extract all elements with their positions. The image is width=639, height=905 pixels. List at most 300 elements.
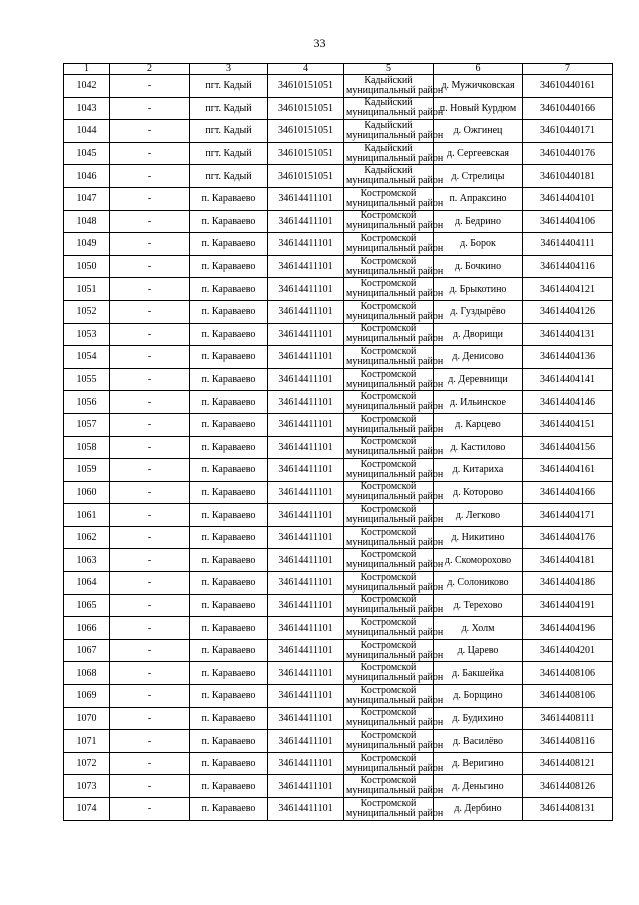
district-cell [344,187,444,210]
district-type: муниципальный район [346,129,444,141]
settlement-cell: п. Караваево [190,233,268,256]
row-number: 1063 [64,549,110,572]
district-cell [344,74,444,98]
district-name: Костромской [360,458,417,470]
settlement-code-cell: 34614411101 [268,413,344,436]
district-type: муниципальный район [346,265,444,277]
locality-cell: д. Холм [434,617,523,640]
empty-mark: - [110,391,190,414]
district-cell [344,119,444,143]
settlement-code-cell: 34614411101 [268,775,344,798]
settlement-code-cell: 34614411101 [268,278,344,301]
settlement-cell: пгт. Кадый [190,120,268,143]
table-row [64,391,613,414]
empty-mark: - [110,210,190,233]
district-cell [344,752,444,775]
row-number: 1064 [64,572,110,595]
district-name: Костромской [360,436,417,448]
district-cell [344,391,444,414]
district-type: муниципальный район [346,152,444,164]
table-row [64,323,613,346]
district-name: Костромской [360,278,417,290]
settlement-code-cell: 34614411101 [268,685,344,708]
district-type: муниципальный район [346,785,444,797]
district-name: Костромской [360,300,417,312]
empty-mark: - [110,639,190,662]
district-cell [344,345,444,369]
oktmo-cell: 34614404171 [523,504,613,527]
oktmo-cell: 34614408106 [523,685,613,708]
district-name: Костромской [360,617,417,629]
settlement-code-cell: 34610151051 [268,142,344,165]
settlement-cell: п. Караваево [190,368,268,391]
locality-cell: д. Ильинское [434,391,523,414]
locality-cell: д. Царево [434,639,523,662]
district-cell [344,617,444,640]
locality-cell: д. Кастилово [434,436,523,459]
oktmo-cell: 34614404121 [523,278,613,301]
district-cell [344,97,444,120]
row-number: 1043 [64,97,110,120]
district-type: муниципальный район [346,242,444,254]
row-number: 1052 [64,300,110,323]
empty-mark: - [110,549,190,572]
locality-cell: д. Веригино [434,752,523,775]
district-type: муниципальный район [346,717,444,729]
locality-cell: д. Карцево [434,413,523,436]
settlement-code-cell: 34614411101 [268,639,344,662]
oktmo-cell: 34614408131 [523,798,613,821]
district-name: Костромской [360,752,417,764]
district-name: Костромской [360,504,417,516]
settlement-code-cell: 34614411101 [268,594,344,617]
oktmo-cell: 34614404116 [523,255,613,278]
district-cell [344,142,444,165]
settlement-code-cell: 34614411101 [268,752,344,775]
district-type: муниципальный район [346,514,444,526]
oktmo-cell: 34614404181 [523,549,613,572]
locality-cell: д. Борок [434,233,523,256]
settlement-code-cell: 34614411101 [268,233,344,256]
col-header-5: 5 [344,64,434,75]
district-type: муниципальный район [346,627,444,639]
settlement-cell: п. Караваево [190,391,268,414]
district-type: муниципальный район [346,694,444,706]
row-number: 1067 [64,639,110,662]
oktmo-cell: 34614404186 [523,572,613,595]
district-name: Костромской [360,775,417,787]
settlement-code-cell: 34614411101 [268,368,344,391]
district-cell [344,481,444,504]
district-type: муниципальный район [346,604,444,616]
oktmo-cell: 34614404106 [523,210,613,233]
district-cell [344,684,444,708]
settlement-code-cell: 34610151051 [268,97,344,120]
locality-cell: д. Которово [434,481,523,504]
settlement-cell: пгт. Кадый [190,165,268,188]
table-row [64,255,613,278]
row-number: 1054 [64,346,110,369]
settlement-code-cell: 34614411101 [268,549,344,572]
locality-cell: д. Стрелицы [434,165,523,188]
settlement-cell: п. Караваево [190,413,268,436]
row-number: 1073 [64,775,110,798]
locality-cell: д. Солониково [434,572,523,595]
empty-mark: - [110,707,190,730]
empty-mark: - [110,459,190,482]
district-type: муниципальный район [346,740,444,752]
locality-cell: д. Денисово [434,346,523,369]
district-name: Костромской [360,323,417,335]
col-header-2: 2 [110,64,190,75]
settlement-code-cell: 34614411101 [268,323,344,346]
empty-mark: - [110,323,190,346]
settlement-cell: п. Караваево [190,662,268,685]
empty-mark: - [110,594,190,617]
col-header-3: 3 [190,64,268,75]
empty-mark: - [110,572,190,595]
district-name: Кадыйский [364,119,413,131]
locality-cell: д. Китариха [434,459,523,482]
table-row [64,75,613,98]
settlement-code-cell: 34614411101 [268,504,344,527]
locality-cell: д. Скоморохово [434,549,523,572]
district-cell [344,775,444,798]
row-number: 1068 [64,662,110,685]
empty-mark: - [110,233,190,256]
empty-mark: - [110,300,190,323]
district-cell [344,549,444,572]
col-header-7: 7 [523,64,613,75]
locality-cell: д. Василёво [434,730,523,753]
district-cell [344,797,444,821]
district-type: муниципальный район [346,310,444,322]
district-cell [344,413,444,436]
district-cell [344,255,444,278]
district-name: Костромской [360,210,417,222]
district-type: муниципальный район [346,84,444,96]
col-header-6: 6 [434,64,523,75]
locality-cell: д. Борщино [434,685,523,708]
row-number: 1071 [64,730,110,753]
empty-mark: - [110,165,190,188]
oktmo-cell: 34610440166 [523,97,613,120]
district-name: Костромской [360,232,417,244]
district-cell [344,165,444,188]
settlement-code-cell: 34610151051 [268,75,344,98]
settlement-code-cell: 34614411101 [268,210,344,233]
empty-mark: - [110,752,190,775]
settlement-cell: п. Караваево [190,436,268,459]
table-row [64,752,613,775]
district-type: муниципальный район [346,220,444,232]
district-name: Костромской [360,368,417,380]
row-number: 1042 [64,75,110,98]
settlement-cell: п. Караваево [190,775,268,798]
district-cell [344,730,444,753]
district-type: муниципальный район [346,378,444,390]
settlement-code-cell: 34614411101 [268,798,344,821]
table-row [64,459,613,482]
settlement-code-cell: 34614411101 [268,481,344,504]
district-name: Кадыйский [364,142,413,154]
district-cell [344,368,444,391]
oktmo-cell: 34610440171 [523,120,613,143]
table-row [64,300,613,323]
district-type: муниципальный район [346,355,444,367]
oktmo-cell: 34614408121 [523,752,613,775]
row-number: 1062 [64,526,110,549]
district-type: муниципальный район [346,288,444,300]
row-number: 1055 [64,368,110,391]
row-number: 1057 [64,413,110,436]
locality-cell: д. Брыкотино [434,278,523,301]
table-row [64,481,613,504]
row-number: 1060 [64,481,110,504]
district-name: Костромской [360,526,417,538]
table-row [64,730,613,753]
settlement-cell: п. Караваево [190,187,268,210]
locality-cell: д. Деньгино [434,775,523,798]
settlement-code-cell: 34614411101 [268,526,344,549]
table-row [64,526,613,549]
district-type: муниципальный район [346,401,444,413]
settlement-cell: п. Караваево [190,300,268,323]
row-number: 1051 [64,278,110,301]
district-name: Кадыйский [364,165,413,177]
row-number: 1049 [64,233,110,256]
empty-mark: - [110,97,190,120]
district-type: муниципальный район [346,175,444,187]
district-type: муниципальный район [346,581,444,593]
empty-mark: - [110,775,190,798]
empty-mark: - [110,142,190,165]
settlement-cell: п. Караваево [190,481,268,504]
settlement-cell: пгт. Кадый [190,142,268,165]
empty-mark: - [110,504,190,527]
oktmo-cell: 34614404111 [523,233,613,256]
table-row [64,662,613,685]
district-cell [344,458,444,482]
settlement-cell: п. Караваево [190,255,268,278]
locality-cell: д. Дербино [434,798,523,821]
district-name: Костромской [360,707,417,719]
district-type: муниципальный район [346,468,444,480]
table-row [64,549,613,572]
district-name: Костромской [360,255,417,267]
row-number: 1059 [64,459,110,482]
district-type: муниципальный район [346,672,444,684]
district-cell [344,594,444,617]
settlement-code-cell: 34614411101 [268,459,344,482]
empty-mark: - [110,436,190,459]
district-type: муниципальный район [346,491,444,503]
empty-mark: - [110,120,190,143]
district-name: Костромской [360,391,417,403]
settlement-cell: п. Караваево [190,459,268,482]
empty-mark: - [110,617,190,640]
oktmo-cell: 34614404146 [523,391,613,414]
district-name: Костромской [360,481,417,493]
settlement-code-cell: 34610151051 [268,120,344,143]
oktmo-cell: 34614404156 [523,436,613,459]
district-cell [344,232,444,256]
table-row [64,413,613,436]
table-row [64,617,613,640]
table-row [64,775,613,798]
oktmo-cell: 34614404136 [523,346,613,369]
oktmo-cell: 34614404151 [523,413,613,436]
settlement-code-cell: 34614411101 [268,436,344,459]
locality-cell: д. Бакшейка [434,662,523,685]
empty-mark: - [110,255,190,278]
table-body [64,75,613,821]
table-row [64,798,613,821]
district-cell [344,300,444,323]
oktmo-cell: 34614404131 [523,323,613,346]
district-name: Костромской [360,730,417,742]
table-row [64,572,613,595]
table-row [64,504,613,527]
empty-mark: - [110,187,190,210]
row-number: 1050 [64,255,110,278]
locality-cell: д. Бедрино [434,210,523,233]
settlement-cell: п. Караваево [190,798,268,821]
oktmo-cell: 34614404201 [523,639,613,662]
settlement-cell: п. Караваево [190,707,268,730]
row-number: 1053 [64,323,110,346]
table-row [64,165,613,188]
oktmo-cell: 34614404126 [523,300,613,323]
settlement-cell: п. Караваево [190,526,268,549]
empty-mark: - [110,278,190,301]
empty-mark: - [110,798,190,821]
table-row [64,639,613,662]
district-cell [344,323,444,346]
row-number: 1048 [64,210,110,233]
row-number: 1047 [64,187,110,210]
district-name: Костромской [360,345,417,357]
locality-cell: д. Легково [434,504,523,527]
oktmo-cell: 34614404176 [523,526,613,549]
district-name: Кадыйский [364,74,413,86]
settlement-cell: п. Караваево [190,549,268,572]
table-row [64,346,613,369]
settlement-cell: п. Караваево [190,594,268,617]
registry-table [63,63,613,821]
settlement-cell: пгт. Кадый [190,97,268,120]
oktmo-cell: 34614404101 [523,187,613,210]
district-type: муниципальный район [346,197,444,209]
locality-cell: д. Сергеевская [434,142,523,165]
oktmo-cell: 34614404166 [523,481,613,504]
settlement-cell: п. Караваево [190,323,268,346]
oktmo-cell: 34614408116 [523,730,613,753]
district-cell [344,278,444,301]
settlement-cell: п. Караваево [190,210,268,233]
oktmo-cell: 34614408106 [523,662,613,685]
table-row [64,210,613,233]
district-cell [344,504,444,527]
settlement-code-cell: 34614411101 [268,187,344,210]
settlement-code-cell: 34614411101 [268,572,344,595]
settlement-cell: п. Караваево [190,730,268,753]
district-type: муниципальный район [346,333,444,345]
settlement-cell: п. Караваево [190,752,268,775]
col-header-1: 1 [64,64,110,75]
table-row [64,142,613,165]
page-number: 33 [313,36,326,50]
settlement-code-cell: 34614411101 [268,730,344,753]
row-number: 1045 [64,142,110,165]
locality-cell: п. Апраксино [434,187,523,210]
settlement-cell: пгт. Кадый [190,75,268,98]
district-name: Костромской [360,594,417,606]
oktmo-cell: 34614404196 [523,617,613,640]
table-row [64,278,613,301]
locality-cell: д. Гуздырёво [434,300,523,323]
settlement-cell: п. Караваево [190,639,268,662]
empty-mark: - [110,368,190,391]
district-name: Костромской [360,684,417,696]
row-number: 1066 [64,617,110,640]
settlement-cell: п. Караваево [190,278,268,301]
settlement-cell: п. Караваево [190,685,268,708]
table-row [64,436,613,459]
settlement-code-cell: 34614411101 [268,300,344,323]
oktmo-cell: 34614408111 [523,707,613,730]
settlement-cell: п. Караваево [190,346,268,369]
settlement-code-cell: 34614411101 [268,617,344,640]
table-row [64,187,613,210]
district-cell [344,526,444,549]
locality-cell: п. Новый Курдюм [434,97,523,120]
row-number: 1065 [64,594,110,617]
table-row [64,707,613,730]
empty-mark: - [110,730,190,753]
district-name: Костромской [360,571,417,583]
table-row [64,368,613,391]
row-number: 1044 [64,120,110,143]
locality-cell: д. Дворищи [434,323,523,346]
locality-cell: д. Ожгинец [434,120,523,143]
locality-cell: д. Мужичковская [434,75,523,98]
district-name: Костромской [360,413,417,425]
table-row [64,97,613,120]
district-type: муниципальный район [346,107,444,119]
row-number: 1069 [64,685,110,708]
header-row [64,64,613,75]
settlement-code-cell: 34614411101 [268,255,344,278]
locality-cell: д. Никитино [434,526,523,549]
locality-cell: д. Терехово [434,594,523,617]
district-cell [344,707,444,730]
locality-cell: д. Бочкино [434,255,523,278]
district-name: Костромской [360,797,417,809]
settlement-cell: п. Караваево [190,572,268,595]
empty-mark: - [110,481,190,504]
district-cell [344,436,444,459]
district-type: муниципальный район [346,762,444,774]
table-row [64,233,613,256]
row-number: 1061 [64,504,110,527]
empty-mark: - [110,662,190,685]
district-name: Кадыйский [364,97,413,109]
district-name: Костромской [360,639,417,651]
district-type: муниципальный район [346,446,444,458]
settlement-code-cell: 34614411101 [268,346,344,369]
table-row [64,594,613,617]
